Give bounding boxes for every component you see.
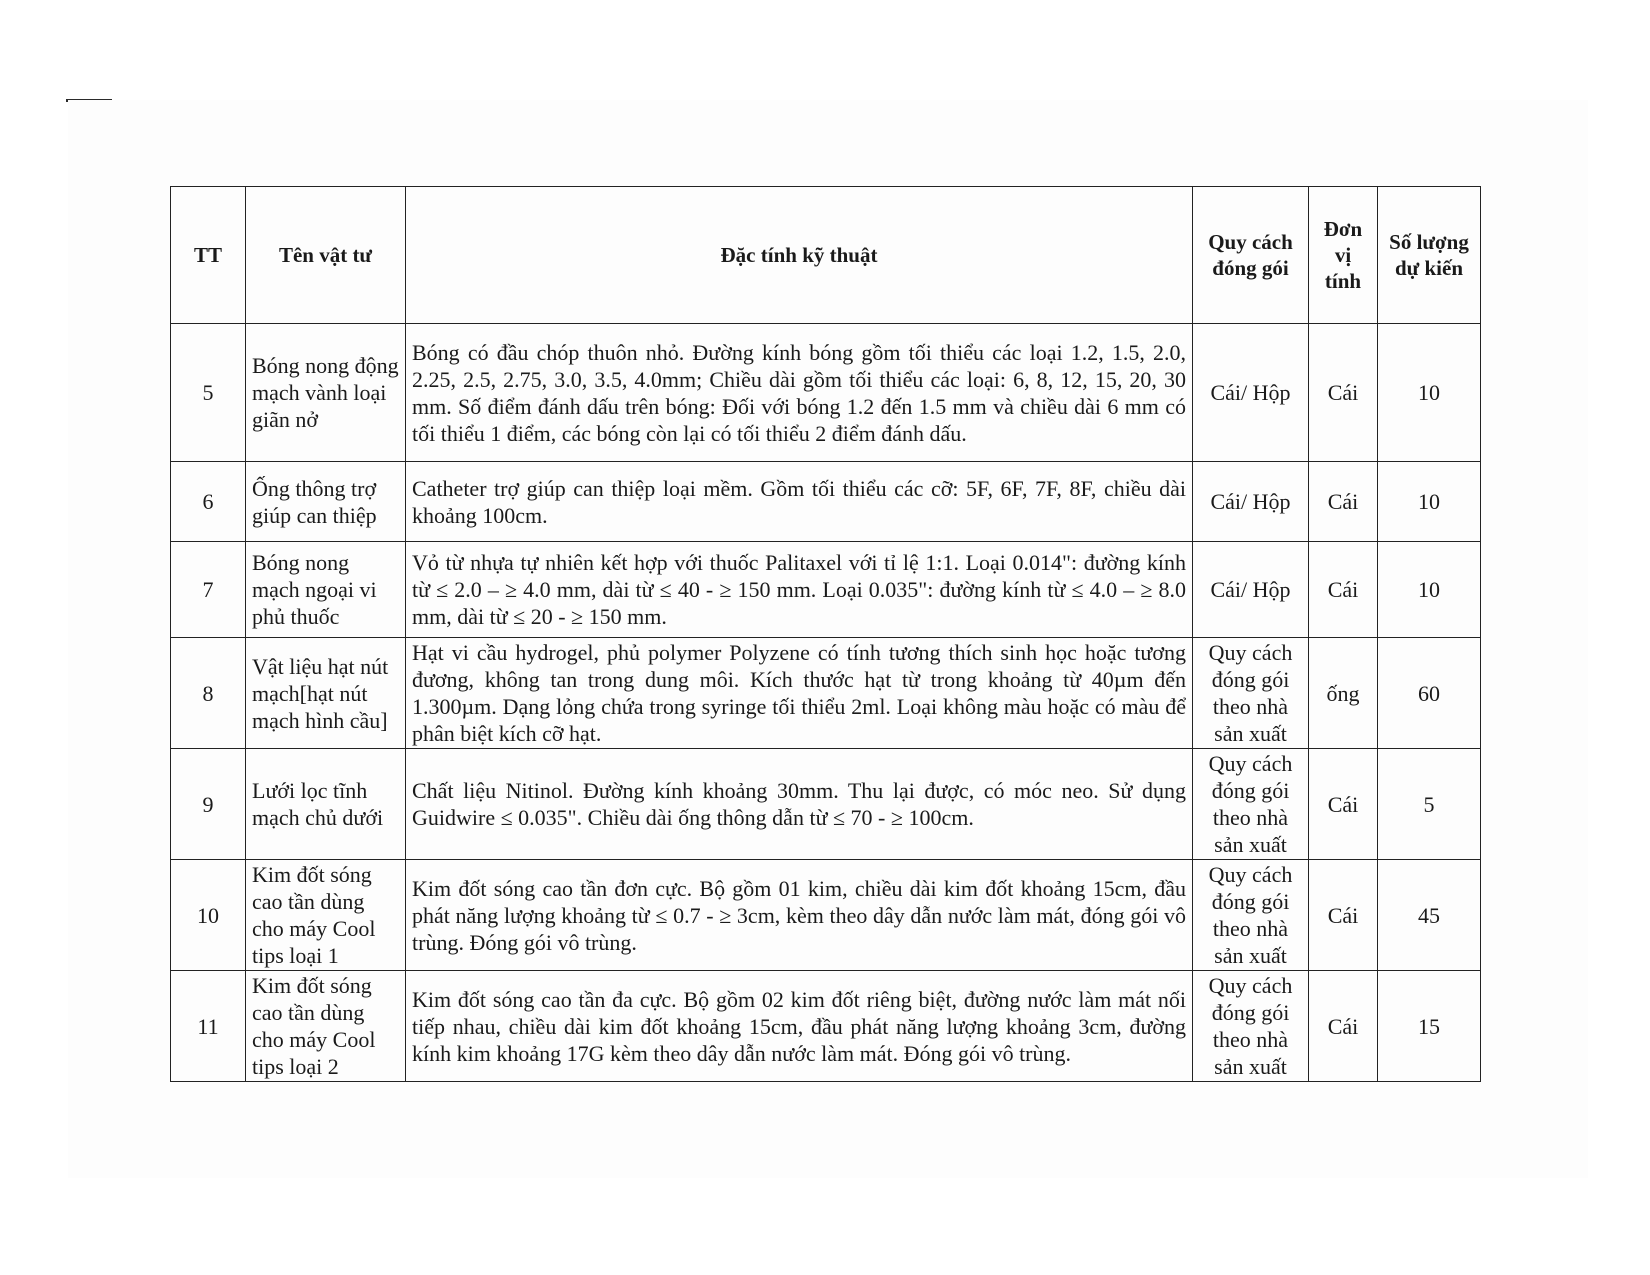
supplies-spec-table (170, 186, 1481, 1082)
header-spec: Đặc tính kỹ thuật (406, 187, 1193, 324)
table-row (171, 971, 1481, 1082)
cell-spec: Bóng có đầu chóp thuôn nhỏ. Đường kính bóng gồm tối thiểu các loại 1.2, 1.5, 2.0, 2.25, 2.5, 2.75, 3.0, 3.5, 4.0mm; Chiều dài gồm tối thiểu các loại: 6, 8, 12, 15, 20, 30 mm. Số điểm đánh dấu trên bóng: Đối với bóng 1.2 đến 1.5 mm và chiều dài 6 mm có tối thiểu 1 điểm, các bóng còn lại có tối thiểu 2 điểm đánh dấu. (406, 324, 1193, 462)
table-row (171, 860, 1481, 971)
cell-quantity: 5 (1378, 749, 1481, 860)
cell-name: Kim đốt sóng cao tần dùng cho máy Cool tips loại 1 (246, 860, 406, 971)
header-tt: TT (171, 187, 246, 324)
cell-tt: 9 (171, 749, 246, 860)
table-row (171, 324, 1481, 462)
cell-quantity: 60 (1378, 638, 1481, 749)
cell-spec: Kim đốt sóng cao tần đơn cực. Bộ gồm 01 kim, chiều dài kim đốt khoảng 15cm, đầu phát năng lượng khoảng từ ≤ 0.7 - ≥ 3cm, kèm theo dây dẫn nước làm mát, đóng gói vô trùng. Đóng gói vô trùng. (406, 860, 1193, 971)
cell-packaging: Cái/ Hộp (1193, 542, 1309, 638)
cell-packaging: Quy cách đóng gói theo nhà sản xuất (1193, 749, 1309, 860)
cell-tt: 11 (171, 971, 246, 1082)
cell-quantity: 15 (1378, 971, 1481, 1082)
cell-quantity: 45 (1378, 860, 1481, 971)
cell-unit: ống (1309, 638, 1378, 749)
cell-tt: 8 (171, 638, 246, 749)
cell-name: Vật liệu hạt nút mạch[hạt nút mạch hình cầu] (246, 638, 406, 749)
cell-packaging: Cái/ Hộp (1193, 324, 1309, 462)
cell-spec: Kim đốt sóng cao tần đa cực. Bộ gồm 02 kim đốt riêng biệt, đường nước làm mát nối tiếp nhau, chiều dài kim đốt khoảng 15cm, đầu phát năng lượng khoảng 3cm, đường kính kim khoảng 17G kèm theo dây dẫn nước làm mát. Đóng gói vô trùng. (406, 971, 1193, 1082)
cell-name: Lưới lọc tĩnh mạch chủ dưới (246, 749, 406, 860)
table-header-row (171, 187, 1481, 324)
header-packaging: Quy cách đóng gói (1193, 187, 1309, 324)
cell-packaging: Quy cách đóng gói theo nhà sản xuất (1193, 971, 1309, 1082)
table-row (171, 749, 1481, 860)
cell-spec: Catheter trợ giúp can thiệp loại mềm. Gồm tối thiểu các cỡ: 5F, 6F, 7F, 8F, chiều dài khoảng 100cm. (406, 462, 1193, 542)
cell-unit: Cái (1309, 971, 1378, 1082)
cell-spec: Vỏ từ nhựa tự nhiên kết hợp với thuốc Palitaxel với tỉ lệ 1:1. Loại 0.014": đường kính từ ≤ 2.0 – ≥ 4.0 mm, dài từ ≤ 40 - ≥ 150 mm. Loại 0.035": đường kính từ ≤ 4.0 – ≥ 8.0 mm, dài từ ≤ 20 - ≥ 150 mm. (406, 542, 1193, 638)
cell-packaging: Quy cách đóng gói theo nhà sản xuất (1193, 860, 1309, 971)
header-name: Tên vật tư (246, 187, 406, 324)
cell-quantity: 10 (1378, 462, 1481, 542)
cell-unit: Cái (1309, 749, 1378, 860)
table-row (171, 462, 1481, 542)
cell-tt: 10 (171, 860, 246, 971)
cell-tt: 6 (171, 462, 246, 542)
cell-unit: Cái (1309, 324, 1378, 462)
table-row (171, 638, 1481, 749)
header-unit: Đơn vị tính (1309, 187, 1378, 324)
header-quantity: Số lượng dự kiến (1378, 187, 1481, 324)
cell-spec: Hạt vi cầu hydrogel, phủ polymer Polyzene có tính tương thích sinh học hoặc tương đương, không tan trong dung môi. Kích thước hạt từ trong khoảng từ 40µm đến 1.300µm. Dạng lỏng chứa trong syringe tối thiểu 2ml. Loại không màu hoặc có màu để phân biệt kích cỡ hạt. (406, 638, 1193, 749)
table-row (171, 542, 1481, 638)
cell-quantity: 10 (1378, 542, 1481, 638)
cell-packaging: Quy cách đóng gói theo nhà sản xuất (1193, 638, 1309, 749)
cell-unit: Cái (1309, 860, 1378, 971)
cell-spec: Chất liệu Nitinol. Đường kính khoảng 30mm. Thu lại được, có móc neo. Sử dụng Guidwire ≤ 0.035". Chiều dài ống thông dẫn từ ≤ 70 - ≥ 100cm. (406, 749, 1193, 860)
cell-unit: Cái (1309, 462, 1378, 542)
cell-name: Ống thông trợ giúp can thiệp (246, 462, 406, 542)
cell-name: Kim đốt sóng cao tần dùng cho máy Cool tips loại 2 (246, 971, 406, 1082)
cell-quantity: 10 (1378, 324, 1481, 462)
cell-tt: 7 (171, 542, 246, 638)
cell-packaging: Cái/ Hộp (1193, 462, 1309, 542)
cell-name: Bóng nong động mạch vành loại giãn nở (246, 324, 406, 462)
cell-name: Bóng nong mạch ngoại vi phủ thuốc (246, 542, 406, 638)
cell-unit: Cái (1309, 542, 1378, 638)
cell-tt: 5 (171, 324, 246, 462)
